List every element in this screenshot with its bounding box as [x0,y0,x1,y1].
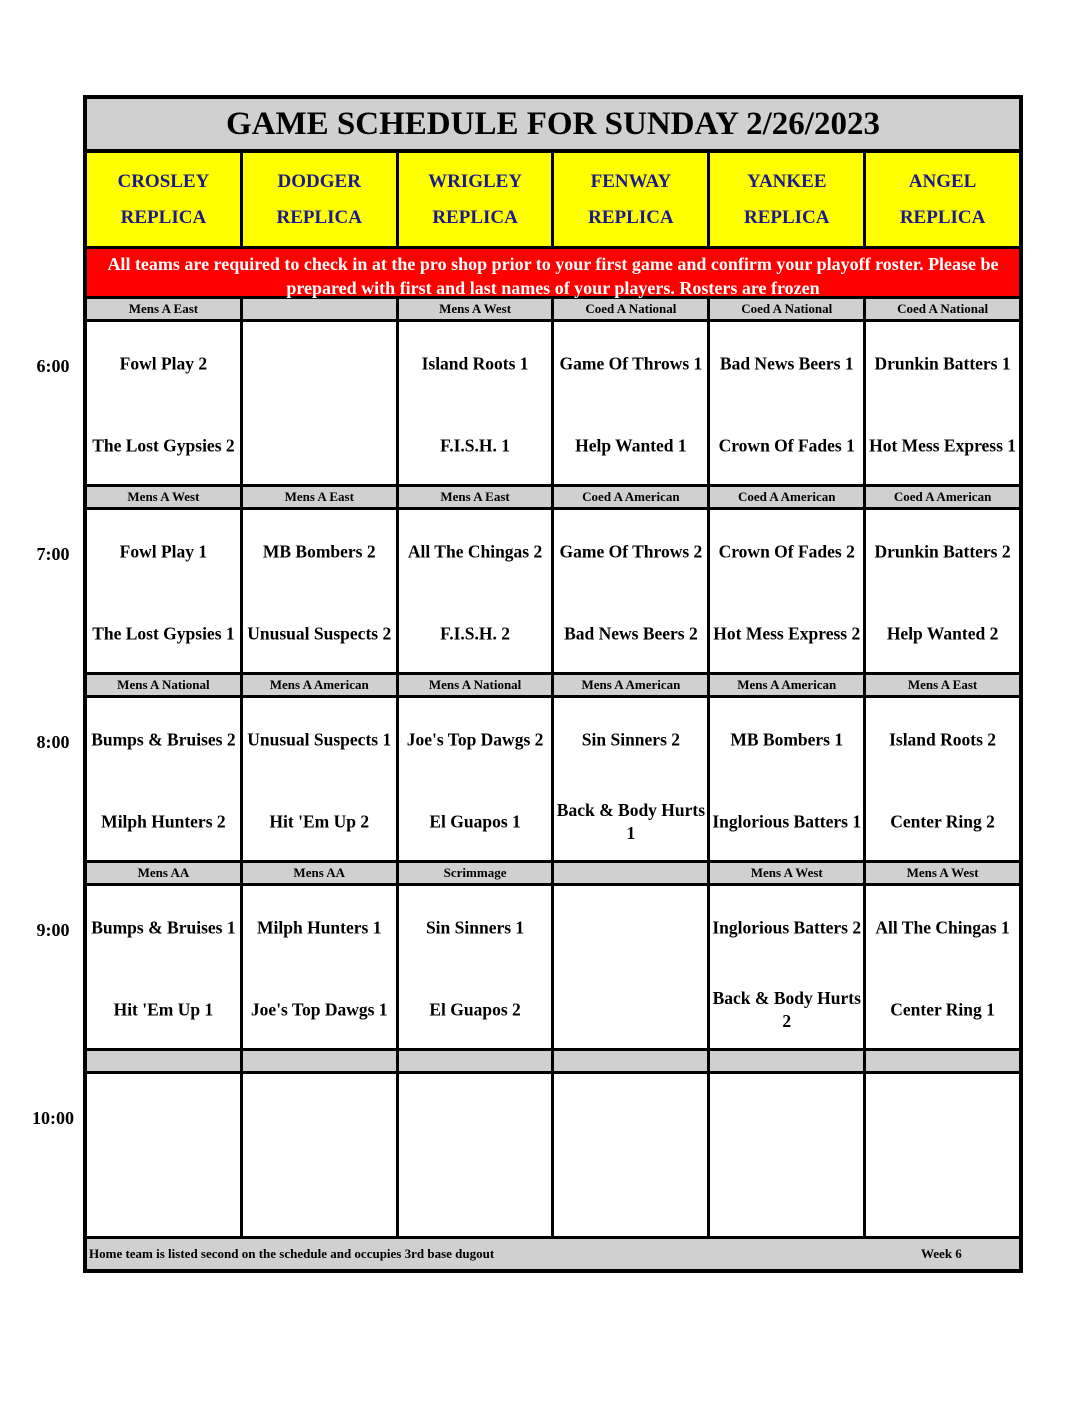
home-team: The Lost Gypsies 1 [92,623,235,644]
game-cell [866,510,1019,672]
away-team: Sin Sinners 2 [581,729,681,750]
division-label: Coed A American [710,487,863,507]
time-label: 8:00 [36,732,70,752]
home-team: Crown Of Fades 1 [718,435,855,456]
division-label [554,863,707,883]
home-team: Joe's Top Dawgs 1 [250,999,388,1020]
game-cell [399,510,552,672]
division-label [243,1051,396,1071]
home-team: Back & Body Hurts 1 [556,800,706,843]
time-label: 9:00 [36,920,70,940]
away-team: All The Chingas 1 [875,917,1010,938]
division-label [87,1051,240,1071]
time-slot-block [87,1051,1019,1239]
away-team: Island Roots 2 [889,729,997,750]
division-label: Mens A American [710,675,863,695]
home-team: Hot Mess Express 2 [713,623,861,644]
division-label [243,299,396,319]
away-team: Inglorious Batters 2 [712,917,862,938]
game-cell [554,510,707,672]
away-team: Game Of Throws 2 [559,541,703,562]
division-label: Mens A West [710,863,863,883]
field-subtitle: REPLICA [120,206,207,228]
home-team: F.I.S.H. 1 [440,435,510,456]
division-label: Mens A East [243,487,396,507]
away-team: Bumps & Bruises 2 [91,729,236,750]
game-cell [866,1074,1019,1236]
away-team: MB Bombers 2 [262,541,376,562]
time-label: 7:00 [36,544,70,564]
home-team: F.I.S.H. 2 [440,623,510,644]
division-label: Mens A West [87,487,240,507]
home-team: Back & Body Hurts 2 [712,988,861,1031]
division-label-row [87,863,1019,886]
game-cell [399,322,552,484]
away-team: Bad News Beers 1 [719,353,854,374]
home-team: Help Wanted 2 [886,623,999,644]
away-team: All The Chingas 2 [407,541,543,562]
game-cell [710,1074,863,1236]
division-label: Mens A National [87,675,240,695]
game-cell [399,698,552,860]
field-header-yankee [710,153,863,246]
time-slot-block [87,487,1019,675]
time-slot-block [87,675,1019,863]
game-cell [554,698,707,860]
field-name: ANGEL [908,170,977,192]
game-cell [710,886,863,1048]
game-cell [243,698,396,860]
away-team: Unusual Suspects 1 [247,729,392,750]
division-label: Mens AA [243,863,396,883]
game-cell [710,510,863,672]
game-cell [554,886,707,1048]
field-header-crosley [87,153,240,246]
page-title: GAME SCHEDULE FOR SUNDAY 2/26/2023 [87,99,1019,153]
division-label: Scrimmage [399,863,552,883]
home-team: El Guapos 1 [429,811,521,832]
game-cell [243,1074,396,1236]
home-team: Center Ring 1 [890,999,995,1020]
game-cell [866,886,1019,1048]
away-team: MB Bombers 1 [730,729,844,750]
home-team: Hit 'Em Up 2 [269,811,370,832]
footer-note: Home team is listed second on the schedule and occupies 3rd base dugout [89,1246,495,1261]
time-slot-block [87,299,1019,487]
home-team: Milph Hunters 2 [101,811,226,832]
division-label: Mens A East [866,675,1019,695]
time-slot-block [87,863,1019,1051]
game-cell [710,322,863,484]
field-subtitle: REPLICA [588,206,674,228]
field-subtitle: REPLICA [432,206,518,228]
away-team: Crown Of Fades 2 [718,541,855,562]
division-label: Coed A American [554,487,707,507]
division-label: Mens A West [866,863,1019,883]
division-label [710,1051,863,1071]
game-cell [554,322,707,484]
game-row [87,322,1019,487]
away-team: Game Of Throws 1 [559,353,703,374]
game-cell [399,886,552,1048]
home-team: Inglorious Batters 1 [712,811,862,832]
away-team: Milph Hunters 1 [257,917,382,938]
field-name: FENWAY [590,170,672,192]
division-label: Mens A National [399,675,552,695]
time-label: 10:00 [32,1108,74,1128]
time-slot-blocks [87,299,1019,1239]
division-label: Mens A American [243,675,396,695]
home-team: Bad News Beers 2 [564,623,698,644]
home-team: Center Ring 2 [890,811,995,832]
division-label: Coed A National [710,299,863,319]
field-header-wrigley [399,153,552,246]
field-name: WRIGLEY [428,170,523,192]
game-cell [710,698,863,860]
division-label-row [87,675,1019,698]
away-team: Sin Sinners 1 [425,917,525,938]
game-row [87,886,1019,1051]
game-row [87,510,1019,675]
game-cell [87,322,240,484]
week-label: Week 6 [921,1246,962,1261]
game-row [87,1074,1019,1239]
away-team: Drunkin Batters 2 [874,541,1011,562]
game-cell [243,322,396,484]
field-header-row [87,153,1019,249]
home-team: Hot Mess Express 1 [869,435,1017,456]
check-in-notice: All teams are required to check in at the pro shop prior to your first game and confirm your playoff roster. Please be prepared with first and last names of your players. Rosters are frozen [87,249,1019,299]
division-label: Mens A West [399,299,552,319]
field-name: DODGER [277,170,361,192]
home-team: The Lost Gypsies 2 [92,435,235,456]
game-cell [87,1074,240,1236]
division-label: Mens A American [554,675,707,695]
division-label: Coed A American [866,487,1019,507]
away-team: Fowl Play 2 [119,353,208,374]
home-team: Hit 'Em Up 1 [113,999,214,1020]
time-label: 6:00 [36,356,70,376]
footer [87,1239,1019,1269]
field-subtitle: REPLICA [899,206,986,228]
field-name: CROSLEY [117,170,210,192]
division-label: Mens AA [87,863,240,883]
division-label [866,1051,1019,1071]
game-cell [243,510,396,672]
division-label: Mens A East [87,299,240,319]
away-team: Drunkin Batters 1 [874,353,1011,374]
away-team: Fowl Play 1 [119,541,208,562]
division-label [399,1051,552,1071]
division-label [554,1051,707,1071]
game-cell [866,322,1019,484]
division-label: Coed A National [554,299,707,319]
division-label-row [87,299,1019,322]
division-label: Coed A National [866,299,1019,319]
home-team: Help Wanted 1 [575,435,687,456]
away-team: Island Roots 1 [421,353,529,374]
game-cell [87,698,240,860]
field-subtitle: REPLICA [743,206,830,228]
division-label-row [87,487,1019,510]
game-cell [87,886,240,1048]
away-team: Joe's Top Dawgs 2 [406,729,544,750]
away-team: Bumps & Bruises 1 [91,917,236,938]
field-header-angel [866,153,1019,246]
field-header-dodger [243,153,396,246]
home-team: El Guapos 2 [429,999,521,1020]
game-row [87,698,1019,863]
division-label-row [87,1051,1019,1074]
game-cell [87,510,240,672]
game-cell [866,698,1019,860]
field-header-fenway [554,153,707,246]
field-name: YANKEE [746,170,827,192]
game-cell [554,1074,707,1236]
game-cell [243,886,396,1048]
division-label: Mens A East [399,487,552,507]
game-cell [399,1074,552,1236]
schedule-sheet [83,95,1023,1273]
field-subtitle: REPLICA [276,206,362,228]
home-team: Unusual Suspects 2 [247,623,392,644]
